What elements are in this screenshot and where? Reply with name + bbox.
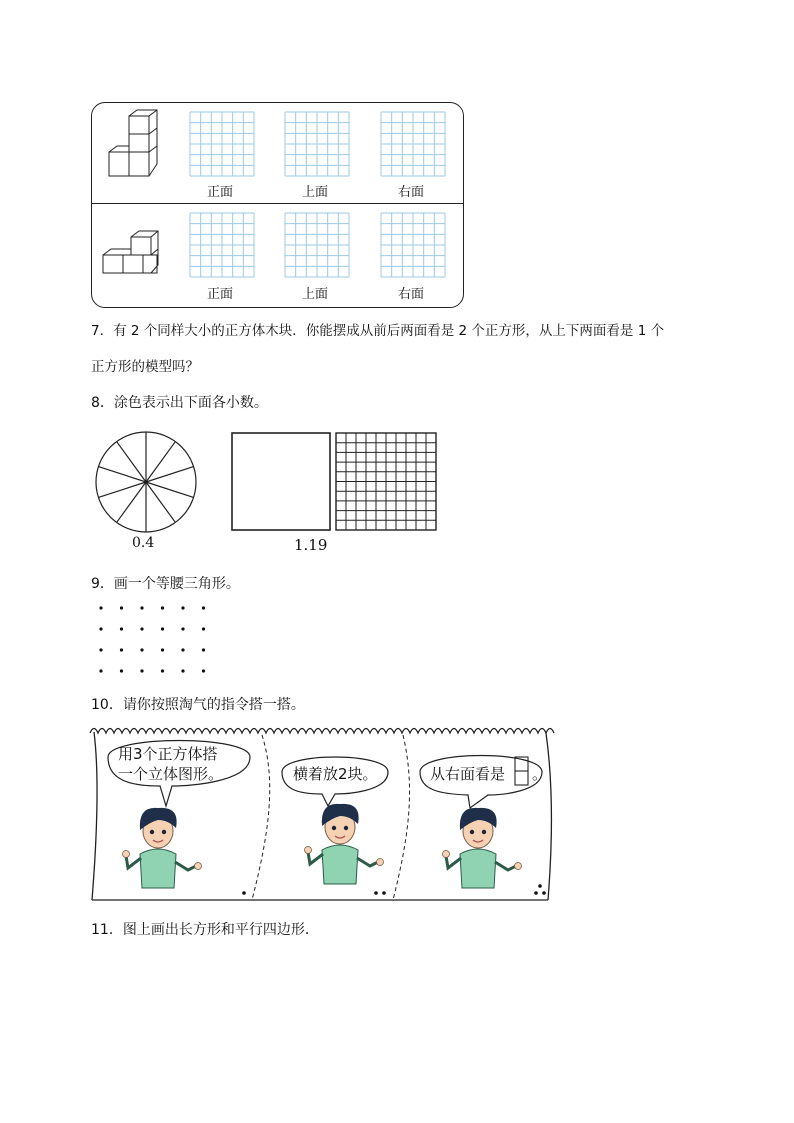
- grid-dot: [99, 627, 102, 630]
- question-7-line1: 7．有 2 个同样大小的正方体木块．你能摆成从前后两面看是 2 个正方形，从上下两面看是 1 个: [91, 323, 665, 339]
- grid-dot: [120, 627, 123, 630]
- grid-dot: [181, 606, 184, 609]
- boy-figure-2: [305, 804, 384, 884]
- label-top-view: 上面: [302, 185, 329, 200]
- grid-dot: [161, 606, 164, 609]
- circle-spoke: [117, 482, 146, 522]
- grid-dot: [161, 648, 164, 651]
- decimal-whole-square: [232, 433, 330, 530]
- dot-grid: [99, 606, 205, 672]
- grid-dot: [120, 648, 123, 651]
- circle-decimal-label: 0.4: [132, 535, 155, 551]
- grid-dot: [181, 627, 184, 630]
- grid-dot: [181, 669, 184, 672]
- grid-dot: [140, 606, 143, 609]
- circle-spoke: [146, 482, 194, 497]
- panel1-speech-line2: 一个立体图形。: [118, 765, 224, 783]
- circle-spoke: [146, 442, 175, 482]
- panel3-speech-before: 从右面看是: [430, 765, 506, 783]
- circle-spoke: [117, 442, 146, 482]
- grid-dot: [202, 627, 205, 630]
- question-7-line2: 正方形的模型吗？: [91, 359, 199, 375]
- label-front-view: 正面: [207, 287, 234, 302]
- grid-dot: [99, 669, 102, 672]
- cube-stack-2: [103, 231, 158, 273]
- boy-figure-1: [123, 808, 202, 888]
- circle-spoke: [146, 482, 175, 522]
- grid-dot: [202, 669, 205, 672]
- cube-stack-1: [109, 110, 157, 176]
- grid-dot: [181, 648, 184, 651]
- circle-spoke: [146, 467, 194, 482]
- decimal-circle: [96, 432, 196, 532]
- grid-dot: [99, 648, 102, 651]
- label-right-view: 右面: [398, 287, 425, 302]
- label-front-view: 正面: [207, 185, 234, 200]
- question-10-text: 10．请你按照淘气的指令搭一搭。: [91, 697, 305, 713]
- boy-figure-3: [443, 808, 522, 888]
- question-11-text: 11．图上画出长方形和平行四边形．: [91, 922, 319, 938]
- question-9-text: 9．画一个等腰三角形。: [91, 576, 240, 592]
- label-top-view: 上面: [302, 287, 329, 302]
- grid-dot: [120, 669, 123, 672]
- grid-dot: [161, 627, 164, 630]
- circle-spoke: [98, 467, 146, 482]
- label-right-view: 右面: [398, 185, 425, 200]
- grid-dot: [140, 669, 143, 672]
- panel3-speech-after: 。: [532, 765, 548, 783]
- panel-number-dots: [242, 884, 546, 895]
- grid-dot: [120, 606, 123, 609]
- grid-dot: [161, 669, 164, 672]
- decimal-hundred-grid: [336, 433, 436, 530]
- square-decimal-label: 1.19: [294, 536, 328, 554]
- question-8-text: 8．涂色表示出下面各小数。: [91, 395, 268, 411]
- panel1-speech-line1: 用3个正方体搭: [118, 745, 218, 763]
- grid-dot: [202, 606, 205, 609]
- grid-dot: [202, 648, 205, 651]
- grid-dot: [99, 606, 102, 609]
- circle-spoke: [98, 482, 146, 497]
- grid-dot: [140, 627, 143, 630]
- panel2-speech: 横着放2块。: [293, 765, 378, 783]
- grid-dot: [140, 648, 143, 651]
